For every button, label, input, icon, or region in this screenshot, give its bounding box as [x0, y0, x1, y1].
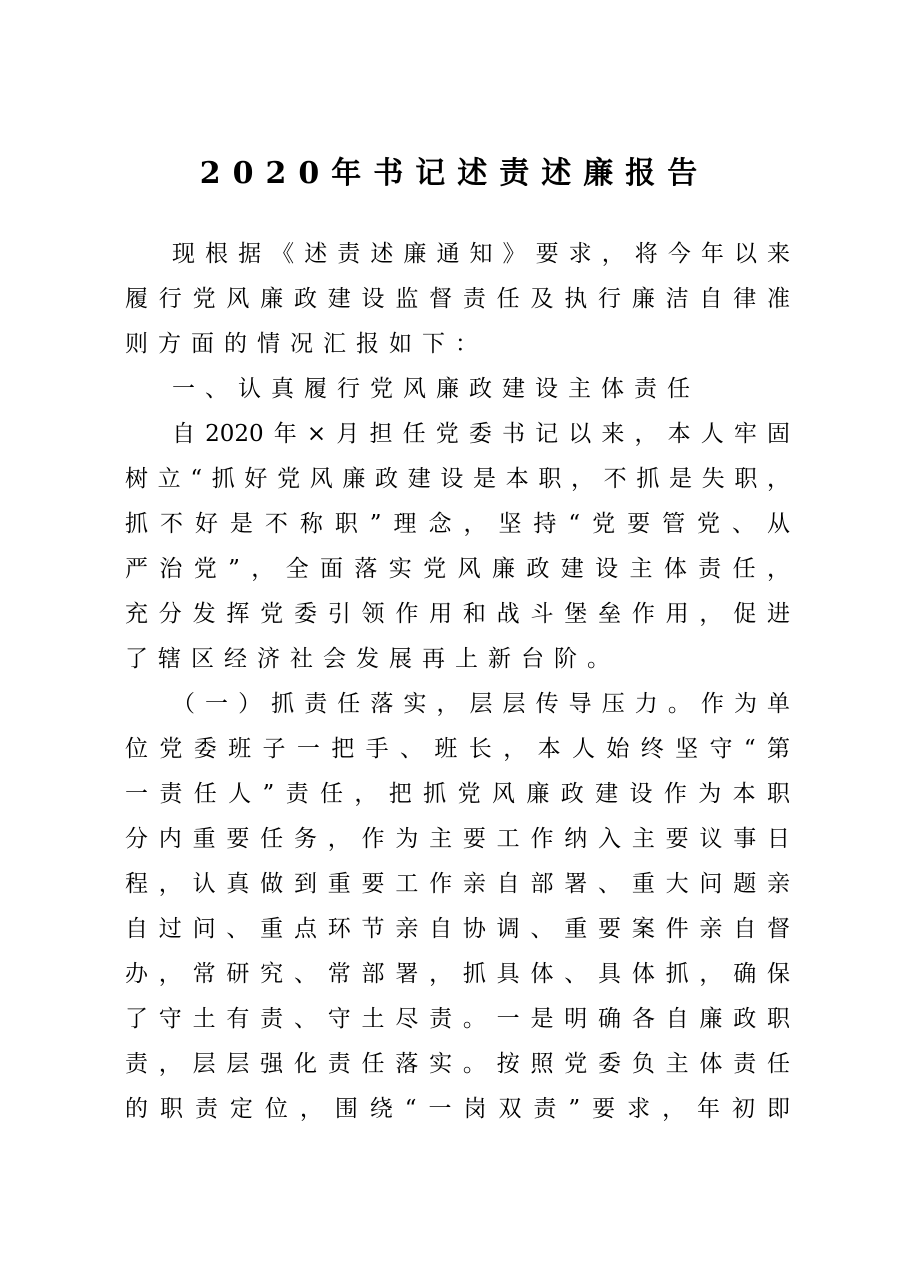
- paragraph-line: 抓不好是不称职”理念，坚持“党要管党、从: [125, 511, 790, 537]
- paragraph-line: 树立“抓好党风廉政建设是本职，不抓是失职，: [125, 466, 790, 492]
- paragraph-line: 了辖区经济社会发展再上新台阶。: [125, 646, 620, 672]
- document-title: 2020年书记述责述廉报告: [199, 156, 710, 191]
- paragraph-line: 充分发挥党委引领作用和战斗堡垒作用，促进: [125, 601, 790, 627]
- paragraph-line: 位党委班子一把手、班长，本人始终坚守“第: [125, 736, 790, 762]
- section-heading: 一、认真履行党风廉政建设主体责任: [172, 376, 700, 402]
- paragraph-line: 一责任人”责任，把抓党风廉政建设作为本职: [125, 781, 790, 807]
- paragraph-line: 履行党风廉政建设监督责任及执行廉洁自律准: [125, 286, 790, 312]
- paragraph-line: 责，层层强化责任落实。按照党委负主体责任: [125, 1051, 790, 1077]
- paragraph-line: 程，认真做到重要工作亲自部署、重大问题亲: [125, 871, 790, 897]
- paragraph-line: 自2020年×月担任党委书记以来，本人牢固: [172, 421, 790, 447]
- paragraph-line: 则方面的情况汇报如下：: [125, 331, 488, 357]
- paragraph-line: 办，常研究、常部署，抓具体、具体抓，确保: [125, 961, 790, 987]
- paragraph-line: 分内重要任务，作为主要工作纳入主要议事日: [125, 826, 790, 852]
- paragraph-line: 的职责定位，围绕“一岗双责”要求，年初即: [125, 1096, 790, 1122]
- paragraph-line: 自过问、重点环节亲自协调、重要案件亲自督: [125, 916, 790, 942]
- paragraph-line: （一）抓责任落实，层层传导压力。作为单: [172, 691, 790, 717]
- paragraph-line: 现根据《述责述廉通知》要求，将今年以来: [172, 241, 790, 267]
- paragraph-line: 严治党”，全面落实党风廉政建设主体责任，: [125, 556, 790, 582]
- paragraph-line: 了守土有责、守土尽责。一是明确各自廉政职: [125, 1006, 790, 1032]
